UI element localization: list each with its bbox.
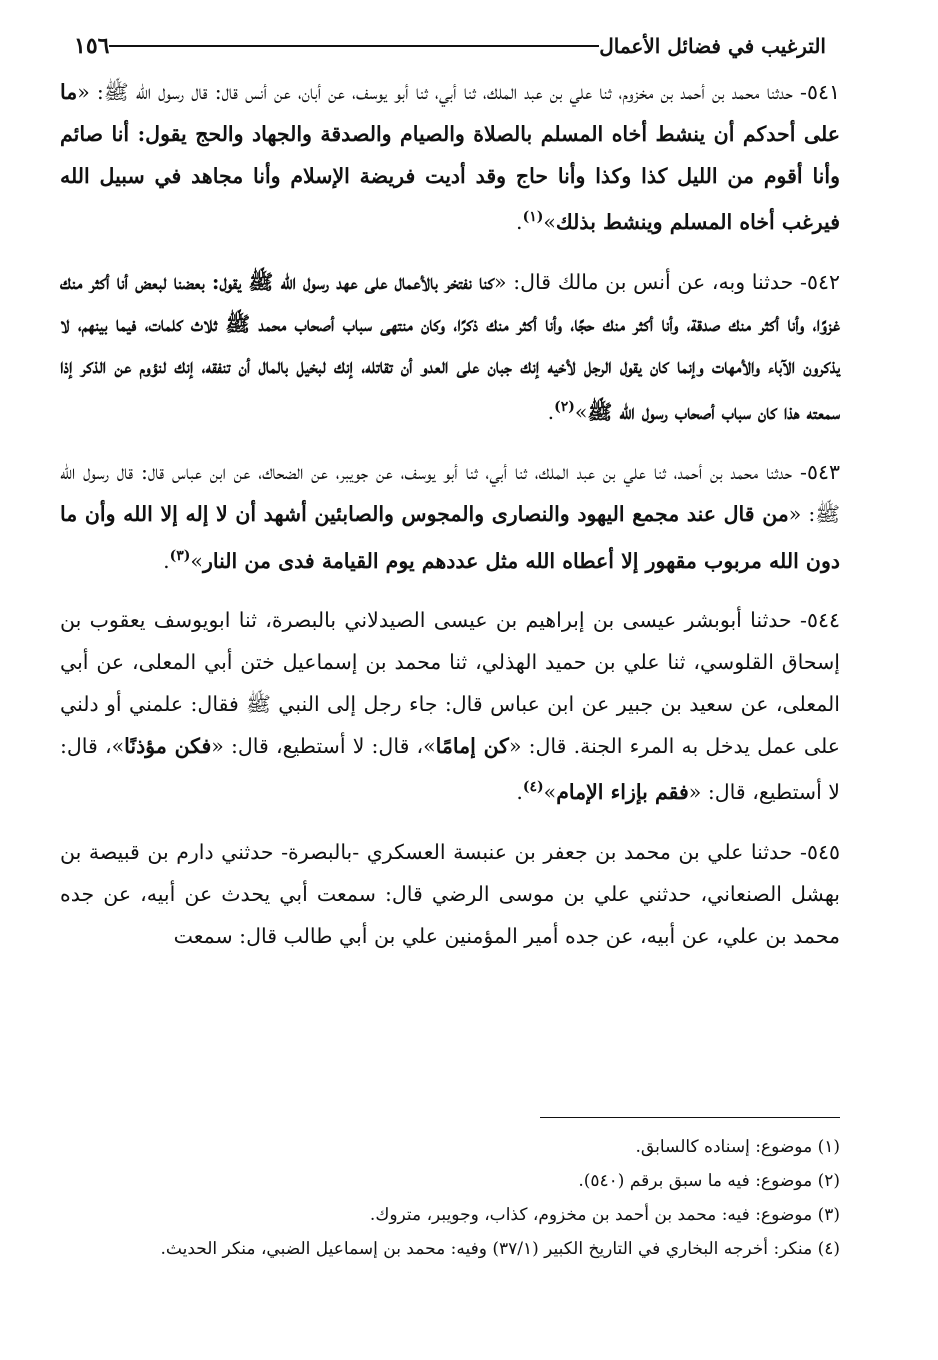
close-quote: » (574, 400, 588, 425)
matn-part: »، قال: لا أستطيع، قال: « (60, 733, 840, 805)
running-title: الترغيب في فضائل الأعمال (599, 34, 826, 58)
book-page (60, 28, 840, 957)
matn-part: فقم بإزاء الإمام (556, 780, 689, 805)
footnote-ref: (١) (522, 209, 544, 226)
footnote-ref: (٢) (554, 399, 575, 416)
isnad: ٥٤٢- حدثنا وبه، عن أنس بن مالك قال: « (494, 270, 840, 295)
period: . (163, 548, 170, 573)
footnote-4: (٤) منكر: أخرجه البخاري في التاريخ الكبير (٣٧/١) وفيه: محمد بن إسماعيل الضبي، منكر الحديث. (160, 1239, 840, 1259)
matn: كنا نفتخر بالأعمال على عهد رسول الله ﷺ يقول: بعضنا لبعض أنا أكثر منك غزوًا، وأنا أكثر منك صدقة، وأنا أكثر منك حجًا، وأنا أكثر منك ذكرًا، وكان منتهى سباب أصحاب محمد ﷺ ثلاث كلمات، فيما بينهم، لا يذكرون الآباء والأمهات وإنما كان يقول الرجل لأخيه إنك جبان على العدو أن تقاتله، إنك لبخيل بالمال أن تنفقه، إنك لنؤوم عن الذكر إذا سمعته هذا كان سباب أصحاب رسول الله ﷺ (60, 270, 840, 425)
page-number: ١٥٦ (74, 33, 110, 59)
isnad: ٥٤٥- حدثنا علي بن محمد بن جعفر بن عنبسة العسكري -بالبصرة- حدثني دارم بن قبيصة بن بهشل الصنعاني، حدثني علي بن موسى الرضي قال: سمعت أبي يحدث عن أبيه، عن جده محمد بن علي، عن أبيه، عن جده أمير المؤمنين علي بن أبي طالب قال: سمعت (60, 840, 840, 948)
isnad: ٥٤٣- حدثنا محمد بن أحمد، ثنا علي بن عبد الملك، ثنا أبي، ثنا أبو يوسف، عن جويبر، عن الضحاك، عن ابن عباس قال: قال رسول الله ﷺ: « (60, 460, 840, 526)
footnote-2: (٢) موضوع: فيه ما سبق برقم (٥٤٠). (578, 1171, 840, 1191)
footnotes (60, 1117, 840, 1266)
period: . (547, 400, 555, 425)
page-header (60, 28, 840, 64)
hadith-544 (60, 600, 840, 814)
hadith-541 (60, 72, 840, 244)
period: . (516, 210, 523, 235)
period: . (516, 780, 523, 805)
footnote-ref: (٤) (522, 779, 544, 796)
matn: ما على أحدكم أن ينشط أخاه المسلم بالصلاة والصيام والصدقة والجهاد والحج يقول: أنا صائم وأنا أقوم من الليل كذا وكذا وأنا حاج وقد أديت فريضة الإسلام وأنا مجاهد في سبيل الله فيرغب أخاه المسلم وينشط بذلك (60, 80, 840, 235)
hadith-543 (60, 452, 840, 582)
hadith-545 (60, 832, 840, 957)
matn-part: كن إمامًا (435, 733, 509, 758)
isnad: ٥٤١- حدثنا محمد بن أحمد بن مخزوم، ثنا علي بن عبد الملك، ثنا أبي، ثنا أبو يوسف، عن أبان، عن أنس قال: قال رسول الله ﷺ: « (77, 80, 840, 104)
close-quote: » (190, 548, 203, 573)
matn: من قال عند مجمع اليهود والنصارى والمجوس والصابئين أشهد أن لا إله إلا الله وأن ما دون الله مربوب مقهور إلا أعطاه الله مثل عددهم يوم القيامة فدى من النار (60, 501, 840, 573)
close-quote: » (543, 210, 556, 235)
footnote-separator (540, 1117, 840, 1118)
header-rule (109, 45, 599, 47)
matn-part: فكن مؤذنًا (124, 733, 212, 758)
matn-part: »، قال: لا أستطيع، قال: « (211, 733, 436, 758)
footnote-1: (١) موضوع: إسناده كالسابق. (635, 1137, 840, 1157)
hadith-542 (60, 262, 840, 434)
close-quote: » (543, 780, 557, 805)
footnote-3: (٣) موضوع: فيه: محمد بن أحمد بن مخزوم، كذاب، وجويبر، متروك. (369, 1205, 840, 1225)
isnad: ٥٤٤- حدثنا أبوبشر عيسى بن إبراهيم بن عيسى الصيدلاني بالبصرة، ثنا ابويوسف يعقوب بن إسحاق القلوسي، ثنا علي بن حميد الهذلي، ثنا محمد بن إسماعيل ختن أبي المعلى، عن أبي المعلى، عن سعيد بن جبير عن ابن عباس قال: جاء رجل إلى النبي ﷺ فقال: علمني أو دلني على عمل يدخل به المرء الجنة. قال: « (60, 608, 840, 758)
footnote-ref: (٣) (169, 547, 191, 564)
